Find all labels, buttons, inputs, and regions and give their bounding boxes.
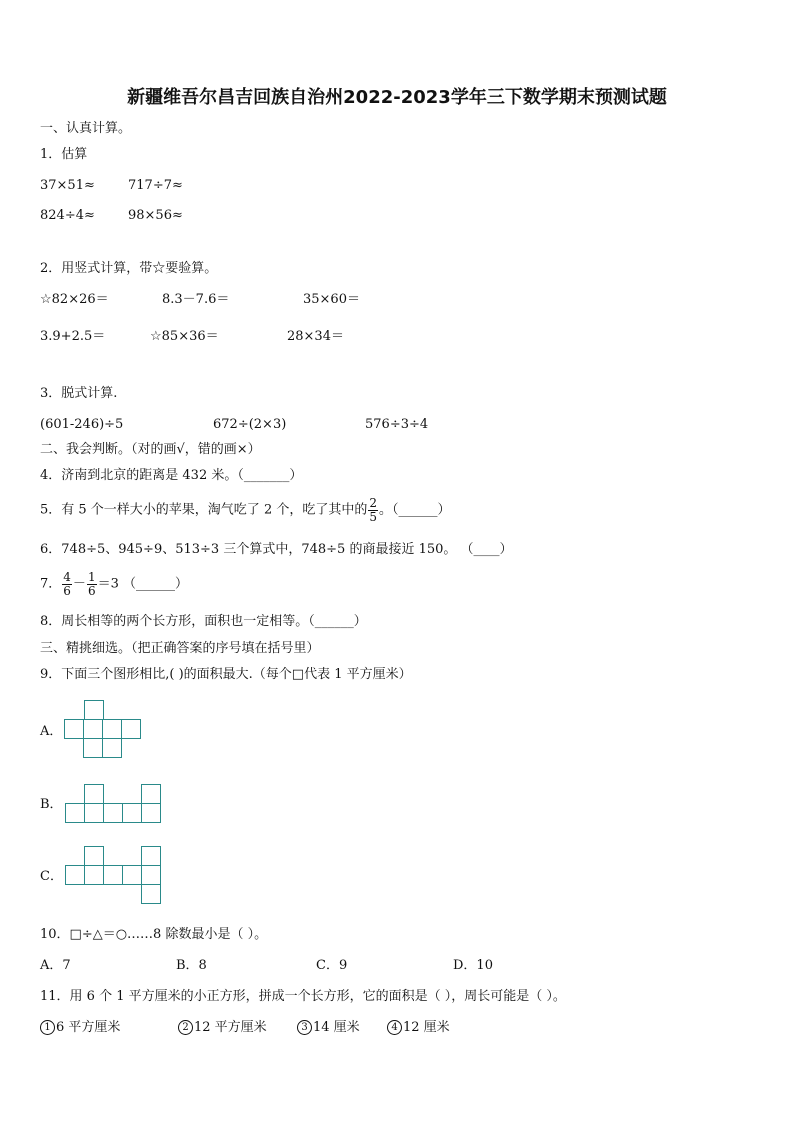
q2-item: ☆82×26＝ <box>40 292 109 307</box>
q1-item: 98×56≈ <box>128 208 183 223</box>
q3-label: 3．脱式计算. <box>40 386 118 401</box>
q11-option-text: 12 厘米 <box>403 1020 450 1035</box>
shape-b-grid <box>64 784 164 826</box>
fraction-numerator: 4 <box>63 570 71 584</box>
q3-item: 576÷3÷4 <box>365 417 429 432</box>
option-number-circle: 2 <box>178 1020 193 1035</box>
minus-sign: － <box>72 576 86 592</box>
q7-answer-blank: ＝3 （______） <box>97 576 188 592</box>
shape-a-grid <box>64 700 144 760</box>
q11-option-text: 6 平方厘米 <box>56 1020 121 1035</box>
option-number-circle: 4 <box>387 1020 402 1035</box>
q2-item: 35×60＝ <box>303 292 360 307</box>
fraction <box>368 497 378 523</box>
q9-label: 9．下面三个图形相比,( )的面积最大.（每个□代表 1 平方厘米） <box>40 667 412 682</box>
section-1-heading: 一、认真计算。 <box>40 121 132 136</box>
fraction <box>87 571 97 597</box>
q3-item: (601-246)÷5 <box>40 417 124 432</box>
q11-option-4 <box>387 1020 450 1035</box>
q3-item: 672÷(2×3) <box>213 417 287 432</box>
q2-item: 28×34＝ <box>287 329 344 344</box>
fraction-denominator: 5 <box>369 509 377 524</box>
shape-c-grid <box>64 846 164 906</box>
q5-line <box>40 497 451 523</box>
section-3-heading: 三、精挑细选。（把正确答案的序号填在括号里） <box>40 641 320 656</box>
q5-answer-blank: 。（______） <box>378 502 451 518</box>
q10-option: B．8 <box>176 958 207 973</box>
q11-option-text: 12 平方厘米 <box>194 1020 267 1035</box>
q7-prefix: 7． <box>40 576 62 592</box>
q1-label: 1．估算 <box>40 147 88 162</box>
q1-item: 717÷7≈ <box>128 178 183 193</box>
q11-option-text: 14 厘米 <box>313 1020 360 1035</box>
q11-option-1 <box>40 1020 120 1035</box>
q9-option-b: B． <box>40 797 63 812</box>
q2-item: ☆85×36＝ <box>150 329 219 344</box>
q5-text: 5．有 5 个一样大小的苹果，淘气吃了 2 个，吃了其中的 <box>40 502 368 518</box>
q2-label: 2．用竖式计算，带☆要验算。 <box>40 261 218 276</box>
q11-option-2 <box>178 1020 267 1035</box>
q4-text: 4．济南到北京的距离是 432 米。（_______） <box>40 468 303 483</box>
q8-text: 8．周长相等的两个长方形，面积也一定相等。（______） <box>40 614 367 629</box>
option-number-circle: 3 <box>297 1020 312 1035</box>
q11-option-3 <box>297 1020 360 1035</box>
q2-item: 3.9+2.5＝ <box>40 329 106 344</box>
fraction <box>62 571 72 597</box>
q9-option-c: C． <box>40 869 63 884</box>
q7-line <box>40 571 188 597</box>
q10-option: C．9 <box>316 958 348 973</box>
page-title: 新疆维吾尔昌吉回族自治州2022-2023学年三下数学期末预测试题 <box>127 87 667 108</box>
q9-option-a: A． <box>40 724 63 739</box>
q10-option: D．10 <box>453 958 493 973</box>
option-number-circle: 1 <box>40 1020 55 1035</box>
q1-item: 824÷4≈ <box>40 208 95 223</box>
q2-item: 8.3－7.6＝ <box>162 292 230 307</box>
q1-item: 37×51≈ <box>40 178 95 193</box>
fraction-numerator: 2 <box>369 496 377 510</box>
fraction-denominator: 6 <box>63 583 71 598</box>
q6-text: 6．748÷5、945÷9、513÷3 三个算式中，748÷5 的商最接近 150。 （____） <box>40 542 513 557</box>
q11-label: 11．用 6 个 1 平方厘米的小正方形，拼成一个长方形，它的面积是（ ），周长可能是（ ）。 <box>40 989 566 1004</box>
fraction-numerator: 1 <box>87 570 96 584</box>
q10-label: 10．□÷△＝○……8 除数最小是（ ）。 <box>40 927 268 942</box>
section-2-heading: 二、我会判断。（对的画√，错的画×） <box>40 442 261 457</box>
fraction-denominator: 6 <box>87 583 96 598</box>
q10-option: A．7 <box>40 958 71 973</box>
